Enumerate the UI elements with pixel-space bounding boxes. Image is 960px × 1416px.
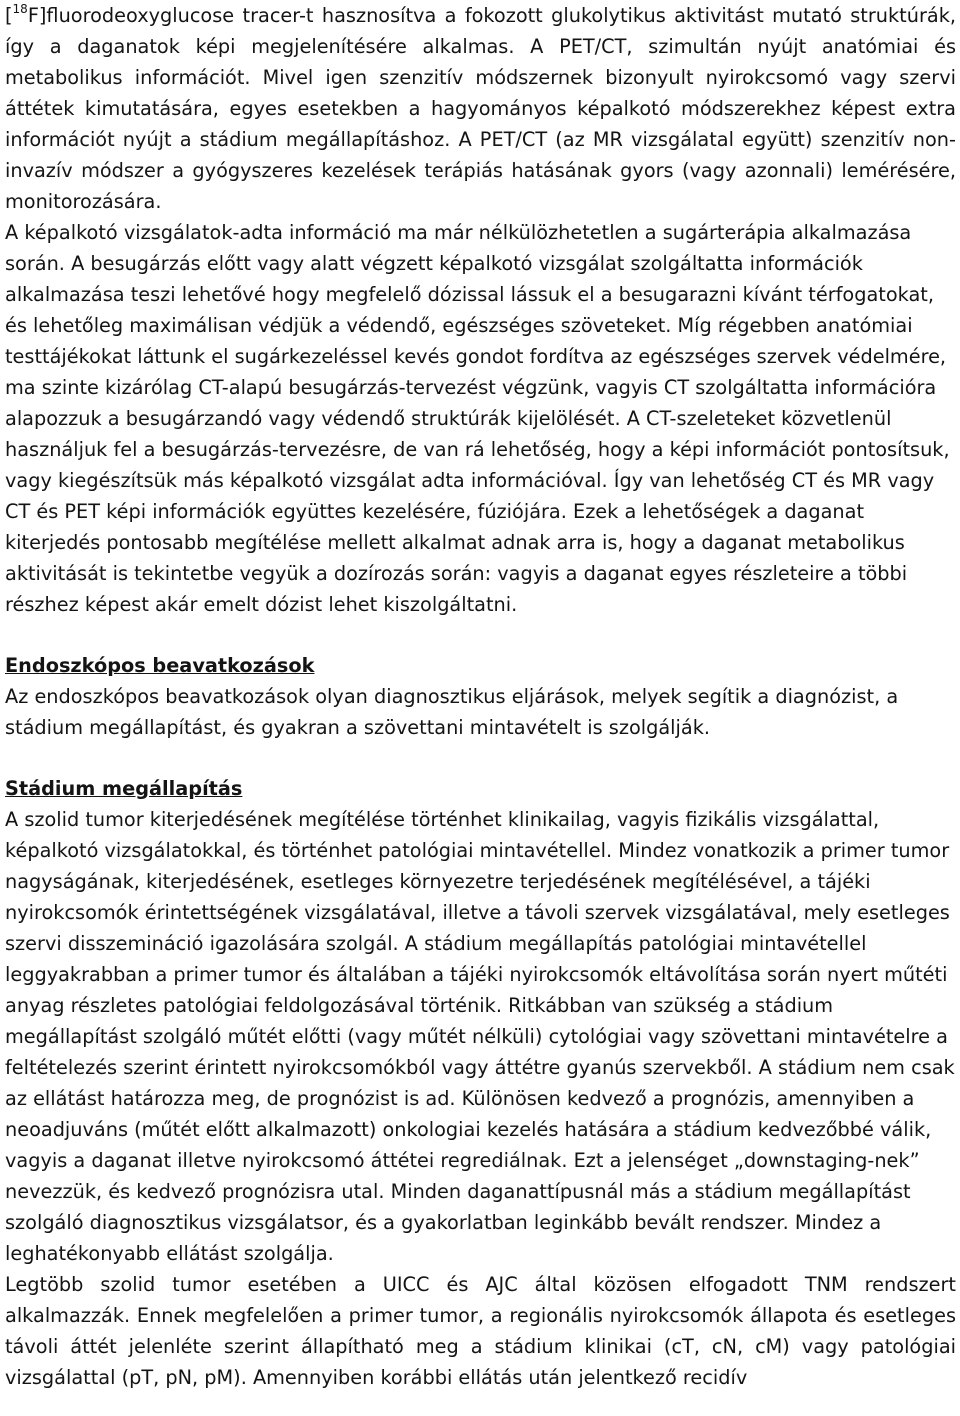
staging-paragraph-2: Legtöbb szolid tumor esetében a UICC és AJC által közösen elfogadott TNM rendszert alkalmazzák. Ennek megfelelően a primer tumor, a regionális nyirokcsomók állapota és esetleges távoli áttét jelenléte szerint állapítható meg a stádium klinikai (cT, cN, cM) vagy patológiai vizsgálattal (pT, pN, pM). Amennyiben korábbi ellátás után jelentkező recidív (5, 1273, 956, 1389)
intro-paragraph-radiotherapy: A képalkotó vizsgálatok-adta információ ma már nélkülözhetetlen a sugárterápia alkalmazása során. A besugárzás előtt vagy alatt végzett képalkotó vizsgálat szolgáltatta információk alkalmazása teszi lehetővé hogy megfelelő dózissal lássuk el a besugarazni kívánt térfogatokat, és lehetőleg maximálisan védjük a védendő, egészséges szöveteket. Míg régebben anatómiai testtájékokat láttunk el sugárkezeléssel kevés gondot fordítva az egészséges szervek védelmére, ma szinte kizárólag CT-alapú besugárzás-tervezést végzünk, vagyis CT szolgáltatta információra alapozzuk a besugárzandó vagy védendő struktúrák kijelölését. A CT-szeleteket közvetlenül használjuk fel a besugárzás-tervezésre, de van rá lehetőség, hogy a képi információt pontosítsuk, vagy kiegészítsük más képalkotó vizsgálat adta információval. Így van lehetőség CT és MR vagy CT és PET képi információk együttes kezelésére, fúziójára. Ezek a lehetőségek a daganat kiterjedés pontosabb megítélése mellett alkalmat adnak arra is, hogy a daganat metabolikus aktivitását is tekintetbe vegyük a dozírozás során: vagyis a daganat egyes részleteire a többi részhez képest akár emelt dózist lehet kiszolgáltatni. (5, 221, 950, 616)
section-gap (5, 620, 956, 650)
intro-paragraph-pet-text: F]fluorodeoxyglucose tracer-t hasznosítva a fokozott glukolytikus aktivitást mutató struktúrák, így a daganatok képi megjelenítésére alkalmas. A PET/CT, szimultán nyújt anatómiai és metabolikus információt. Mivel igen szenzitív módszernek bizonyult nyirokcsomó vagy szervi áttétek kimutatására, egyes esetekben a hagyományos képalkotó módszerekhez képest extra információt nyújt a stádium megállapításhoz. A PET/CT (az MR vizsgálatal együtt) szenzitív non-invazív módszer a gyógyszeres kezelések terápiás hatásának gyors (vagy azonnali) lemérésére, monitorozására. (5, 4, 956, 213)
staging-paragraph-1: A szolid tumor kiterjedésének megítélése történhet klinikailag, vagyis fizikális vizsgálattal, képalkotó vizsgálatokkal, és történhet patológiai mintavétellel. Mindez vonatkozik a primer tumor nagyságának, kiterjedésének, esetleges környezetre terjedésének megítélésével, a tájéki nyirokcsomók érintettségének vizsgálatával, illetve a távoli szervek vizsgálatával, mely esetleges szervi disszemináció igazolására szolgál. A stádium megállapítás patológiai mintavétellel leggyakrabban a primer tumor és általában a tájéki nyirokcsomók eltávolítása során nyert műtéti anyag részletes patológiai feldolgozásával történik. Ritkábban van szükség a stádium megállapítást szolgáló műtét előtti (vagy műtét nélküli) cytológiai vagy szövettani mintavételre a feltételezés szerint érintett nyirokcsomókból vagy áttétre gyanús szervekből. A stádium nem csak az ellátást határozza meg, de prognózist is ad. Különösen kedvező a prognózis, amennyiben a neoadjuváns (műtét előtt alkalmazott) onkologiai kezelés hatására a stádium kedvezőbbé válik, vagyis a daganat illetve nyirokcsomó áttétei regrediálnak. Ezt a jelenséget „downstaging-nek” nevezzük, és kedvező prognózisra utal. Minden daganattípusnál más a stádium megállapítást szolgáló diagnosztikus vizsgálatsor, és a gyakorlatban leginkább bevált rendszer. Mindez a leghatékonyabb ellátást szolgálja. (5, 808, 955, 1265)
isotope-mass-number: 18 (12, 1, 28, 16)
section-heading-staging: Stádium megállapítás (5, 777, 243, 800)
section-heading-endoscopy: Endoszkópos beavatkozások (5, 654, 315, 677)
section-gap (5, 743, 956, 773)
intro-paragraph-pet: [$^{18}$F]fluorodeoxyglucose tracer-t hasznosítva a fokozott glukolytikus aktivitást mutató struktúrák, így a daganatok képi megjelenítésére alkalmas. A PET/CT, szimultán nyújt anatómiai és metabolikus információt. Mivel igen szenzitív módszernek bizonyult nyirokcsomó vagy szervi áttétek kimutatására, egyes esetekben a hagyományos képalkotó módszerekhez képest extra információt nyújt a stádium megállapításhoz. A PET/CT (az MR vizsgálatal együtt) szenzitív non-invazív módszer a gyógyszeres kezelések terápiás hatásának gyors (vagy azonnali) lemérésére, monitorozására. (5, 1, 956, 213)
section-staging (5, 773, 956, 1393)
endoscopy-paragraph: Az endoszkópos beavatkozások olyan diagnosztikus eljárások, melyek segítik a diagnózist, a stádium megállapítást, és gyakran a szövettani mintavételt is szolgálják. (5, 685, 899, 739)
section-endoscopy (5, 650, 956, 743)
